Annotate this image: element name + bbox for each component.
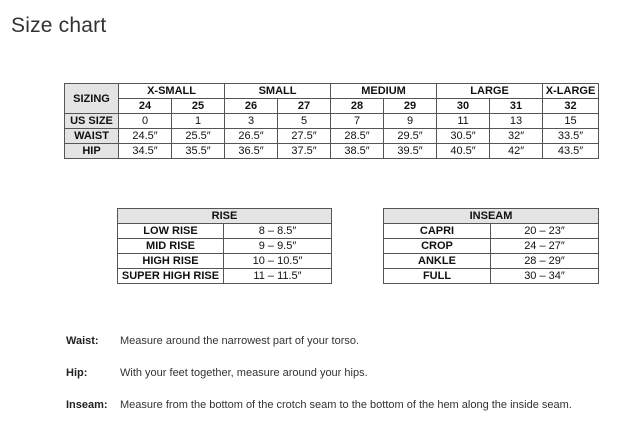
table-cell: 9	[384, 114, 437, 129]
table-cell: 34.5″	[119, 144, 172, 159]
row-label-hip: HIP	[65, 144, 119, 159]
note-text: With your feet together, measure around your hips.	[120, 367, 368, 379]
table-cell: 30.5″	[437, 129, 490, 144]
inseam-label-capri: CAPRI	[384, 224, 491, 239]
table-cell: 5	[278, 114, 331, 129]
note-label: Inseam:	[66, 399, 108, 411]
group-header-x-large: X-LARGE	[543, 84, 599, 99]
table-row	[118, 254, 332, 269]
table-cell: 26.5″	[225, 129, 278, 144]
size-number: 29	[384, 99, 437, 114]
size-number-row	[65, 99, 599, 114]
rise-label-high: HIGH RISE	[118, 254, 224, 269]
table-cell: 33.5″	[543, 129, 599, 144]
rise-value: 9 – 9.5″	[224, 239, 332, 254]
table-cell: 29.5″	[384, 129, 437, 144]
size-number: 27	[278, 99, 331, 114]
inseam-title: INSEAM	[384, 209, 599, 224]
table-cell: 40.5″	[437, 144, 490, 159]
note-text: Measure from the bottom of the crotch seam to the bottom of the hem along the inside seam.	[120, 399, 572, 411]
table-cell: 27.5″	[278, 129, 331, 144]
waist-row	[65, 129, 599, 144]
sizing-header: SIZING	[65, 84, 119, 114]
table-cell: 37.5″	[278, 144, 331, 159]
row-label-waist: WAIST	[65, 129, 119, 144]
table-cell: 36.5″	[225, 144, 278, 159]
size-number: 25	[172, 99, 225, 114]
rise-header-row	[118, 209, 332, 224]
row-label-us-size: US SIZE	[65, 114, 119, 129]
size-number: 26	[225, 99, 278, 114]
hip-row	[65, 144, 599, 159]
table-cell: 43.5″	[543, 144, 599, 159]
table-row	[384, 269, 599, 284]
rise-title: RISE	[118, 209, 332, 224]
inseam-label-full: FULL	[384, 269, 491, 284]
size-number: 30	[437, 99, 490, 114]
inseam-value: 28 – 29″	[491, 254, 599, 269]
size-table	[64, 83, 599, 159]
us-size-row	[65, 114, 599, 129]
size-number: 24	[119, 99, 172, 114]
table-cell: 0	[119, 114, 172, 129]
table-cell: 39.5″	[384, 144, 437, 159]
page-title: Size chart	[11, 14, 107, 37]
rise-value: 10 – 10.5″	[224, 254, 332, 269]
inseam-value: 24 – 27″	[491, 239, 599, 254]
table-cell: 38.5″	[331, 144, 384, 159]
rise-value: 8 – 8.5″	[224, 224, 332, 239]
inseam-label-ankle: ANKLE	[384, 254, 491, 269]
size-number: 28	[331, 99, 384, 114]
group-header-small: SMALL	[225, 84, 331, 99]
note-label: Hip:	[66, 367, 88, 379]
table-row	[118, 269, 332, 284]
table-cell: 13	[490, 114, 543, 129]
table-cell: 35.5″	[172, 144, 225, 159]
table-row	[384, 224, 599, 239]
group-header-medium: MEDIUM	[331, 84, 437, 99]
table-row	[118, 239, 332, 254]
inseam-label-crop: CROP	[384, 239, 491, 254]
table-row	[118, 224, 332, 239]
table-cell: 24.5″	[119, 129, 172, 144]
table-cell: 7	[331, 114, 384, 129]
table-cell: 28.5″	[331, 129, 384, 144]
rise-value: 11 – 11.5″	[224, 269, 332, 284]
note-text: Measure around the narrowest part of your torso.	[120, 335, 360, 347]
rise-label-low: LOW RISE	[118, 224, 224, 239]
table-cell: 25.5″	[172, 129, 225, 144]
table-cell: 1	[172, 114, 225, 129]
table-cell: 11	[437, 114, 490, 129]
rise-table	[117, 208, 332, 284]
table-cell: 32″	[490, 129, 543, 144]
table-cell: 3	[225, 114, 278, 129]
size-number: 32	[543, 99, 599, 114]
group-header-x-small: X-SMALL	[119, 84, 225, 99]
table-row	[384, 254, 599, 269]
group-header-large: LARGE	[437, 84, 543, 99]
table-cell: 15	[543, 114, 599, 129]
inseam-header-row	[384, 209, 599, 224]
inseam-table	[383, 208, 599, 284]
inseam-value: 30 – 34″	[491, 269, 599, 284]
note-label: Waist:	[66, 335, 99, 347]
table-cell: 42″	[490, 144, 543, 159]
size-number: 31	[490, 99, 543, 114]
table-row	[384, 239, 599, 254]
rise-label-mid: MID RISE	[118, 239, 224, 254]
size-group-row	[65, 84, 599, 99]
rise-label-super-high: SUPER HIGH RISE	[118, 269, 224, 284]
inseam-value: 20 – 23″	[491, 224, 599, 239]
